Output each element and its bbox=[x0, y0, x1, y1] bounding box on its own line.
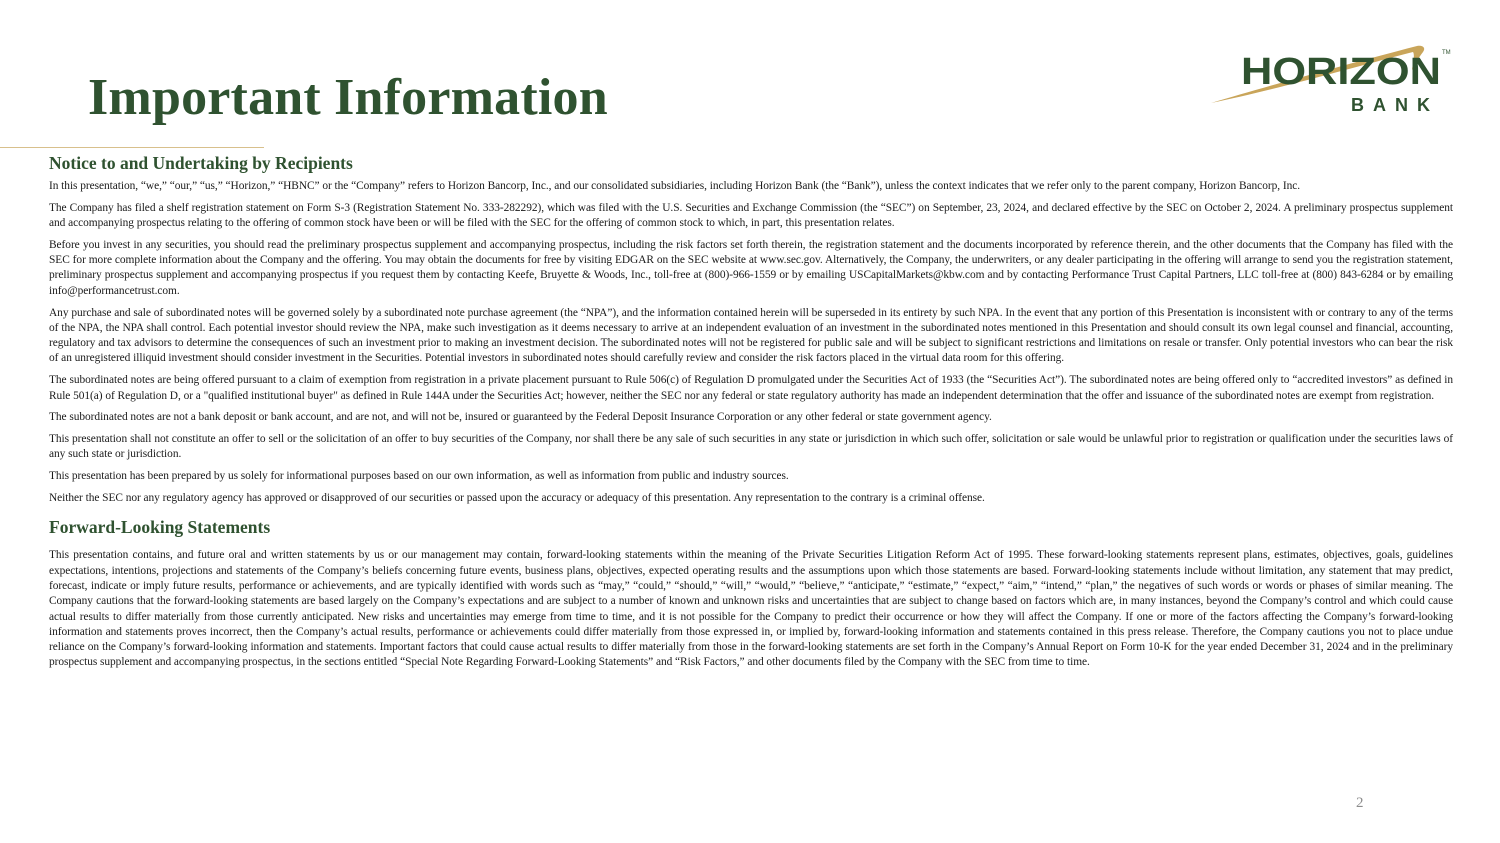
logo-subword: BANK bbox=[1351, 95, 1439, 115]
notice-paragraph: The subordinated notes are being offered pursuant to a claim of exemption from registration in a private placement pursuant to Rule 506(c) of Regulation D promulgated under the Securities Act of 1933 (the “Securities Act”). The subordinated notes are being offered only to “accredited investors” as defined in Rule 501(a) of Regulation D, or a "qualified institutional buyer" as defined in Rule 144A under the Securities Act; however, neither the SEC nor any federal or state regulatory authority has made an independent determination that the offer and issuance of the subordinated notes are exempt from registration. bbox=[49, 374, 1453, 402]
notice-paragraph: Any purchase and sale of subordinated notes will be governed solely by a subordinated note purchase agreement (the “NPA”), and the information contained herein will be superseded in its entirety by such NPA. In the event that any portion of this Presentation is inconsistent with or contrary to any of the terms of the NPA, the NPA shall control. Each potential investor should review the NPA, make such investigation as it deems necessary to arrive at an independent evaluation of an investment in the subordinated notes mentioned in this Presentation and should consult its own legal counsel and financial, accounting, regulatory and tax advisors to determine the consequences of such an investment prior to making an investment decision. The subordinated notes will not be registered for public sale and will be subject to significant restrictions and limitations on resale or transfer. Only potential investors who can bear the risk of an unregistered illiquid investment should consider investment in the Securities. Potential investors in subordinated notes should carefully review and consider the risk factors placed in the virtual data room for this offering. bbox=[49, 306, 1453, 365]
logo-wordmark: HORIZON bbox=[1241, 51, 1441, 93]
notice-paragraph: Neither the SEC nor any regulatory agency has approved or disapproved of our securities or passed upon the accuracy or adequacy of this presentation. Any representation to the contrary is a criminal offense. bbox=[49, 492, 985, 505]
page-title: Important Information bbox=[88, 69, 608, 126]
forward-looking-paragraph: This presentation contains, and future oral and written statements by us or our management may contain, forward-looking statements within the meaning of the Private Securities Litigation Reform Act of 1995. These forward-looking statements represent plans, estimates, objectives, goals, guidelines expectations, intentions, projections and statements of the Company’s beliefs concerning future events, business plans, objectives, expected operating results and the assumptions upon which those statements are based. Forward-looking statements include without limitation, any statement that may predict, forecast, indicate or imply future results, performance or achievements, and are typically identified with words such as “may,” “could,” “should,” “will,” “would,” “believe,” “anticipate,” “estimate,” “expect,” “aim,” “intend,” “plan,” the negatives of such words or words or phases of similar meaning. The Company cautions that the forward-looking statements are based largely on the Company’s expectations and are subject to a number of known and unknown risks and uncertainties that are subject to change based on factors which are, in many instances, beyond the Company’s control and which could cause actual results to differ materially from those currently anticipated. New risks and uncertainties may emerge from time to time, and it is not possible for the Company to predict their occurrence or how they will affect the Company. If one or more of the factors affecting the Company’s forward-looking information and statements proves incorrect, then the Company’s actual results, performance or achievements could differ materially from those expressed in, or implied by, forward-looking information and statements contained in this press release. Therefore, the Company cautions you not to place undue reliance on the Company’s forward-looking information and statements. Important factors that could cause actual results to differ materially from those in the forward-looking statements are set forth in the Company’s Annual Report on Form 10-K for the year ended December 31, 2024 and in the preliminary prospectus supplement and accompanying prospectus, in the sections entitled “Special Note Regarding Forward-Looking Statements” and “Risk Factors,” and other documents filed by the Company with the SEC from time to time. bbox=[49, 549, 1453, 669]
forward-looking-heading: Forward-Looking Statements bbox=[49, 517, 271, 538]
horizon-bank-logo bbox=[1205, 40, 1455, 118]
notice-heading: Notice to and Undertaking by Recipients bbox=[49, 153, 353, 173]
notice-paragraph: In this presentation, “we,” “our,” “us,” “Horizon,” “HBNC” or the “Company” refers to Horizon Bancorp, Inc., and our consolidated subsidiaries, including Horizon Bank (the “Bank”), unless the context indicates that we refer only to the parent company, Horizon Bancorp, Inc. bbox=[49, 180, 1301, 192]
notice-paragraph: This presentation has been prepared by us solely for informational purposes based on our own information, as well as information from public and industry sources. bbox=[49, 470, 789, 483]
logo-trademark: TM bbox=[1442, 50, 1451, 56]
title-underline-divider bbox=[0, 147, 264, 148]
notice-paragraph: Before you invest in any securities, you should read the preliminary prospectus supplement and accompanying prospectus, including the risk factors set forth therein, the registration statement and the documents incorporated by reference therein, and the other documents that the Company has filed with the SEC for more complete information about the Company and the offering. You may obtain the documents for free by visiting EDGAR on the SEC website at www.sec.gov. Alternatively, the Company, the underwriters, or any dealer participating in the offering will arrange to send you the registration statement, preliminary prospectus supplement and accompanying prospectus if you request them by contacting Keefe, Bruyette & Woods, Inc., toll-free at (800)-966-1559 or by emailing USCapitalMarkets@kbw.com and by contacting Performance Trust Capital Partners, LLC toll-free at (800) 843-6284 or by emailing info@performancetrust.com. bbox=[49, 238, 1453, 297]
main-content bbox=[49, 152, 1453, 677]
notice-paragraph: This presentation shall not constitute an offer to sell or the solicitation of an offer to buy securities of the Company, nor shall there be any sale of such securities in any state or jurisdiction in which such offer, solicitation or sale would be unlawful prior to registration or qualification under the securities laws of any such state or jurisdiction. bbox=[49, 433, 1453, 461]
notice-paragraph: The Company has filed a shelf registration statement on Form S-3 (Registration Statement No. 333-282292), which was filed with the U.S. Securities and Exchange Commission (the “SEC”) on September, 23, 2024, and declared effective by the SEC on October 2, 2024. A preliminary prospectus supplement and accompanying prospectus relating to the offering of common stock have been or will be filed with the SEC for the offering of common stock to which, in part, this presentation relates. bbox=[49, 201, 1453, 230]
notice-paragraph: The subordinated notes are not a bank deposit or bank account, and are not, and will not be, insured or guaranteed by the Federal Deposit Insurance Corporation or any other federal or state government agency. bbox=[49, 411, 992, 424]
page-number: 2 bbox=[1356, 795, 1364, 811]
